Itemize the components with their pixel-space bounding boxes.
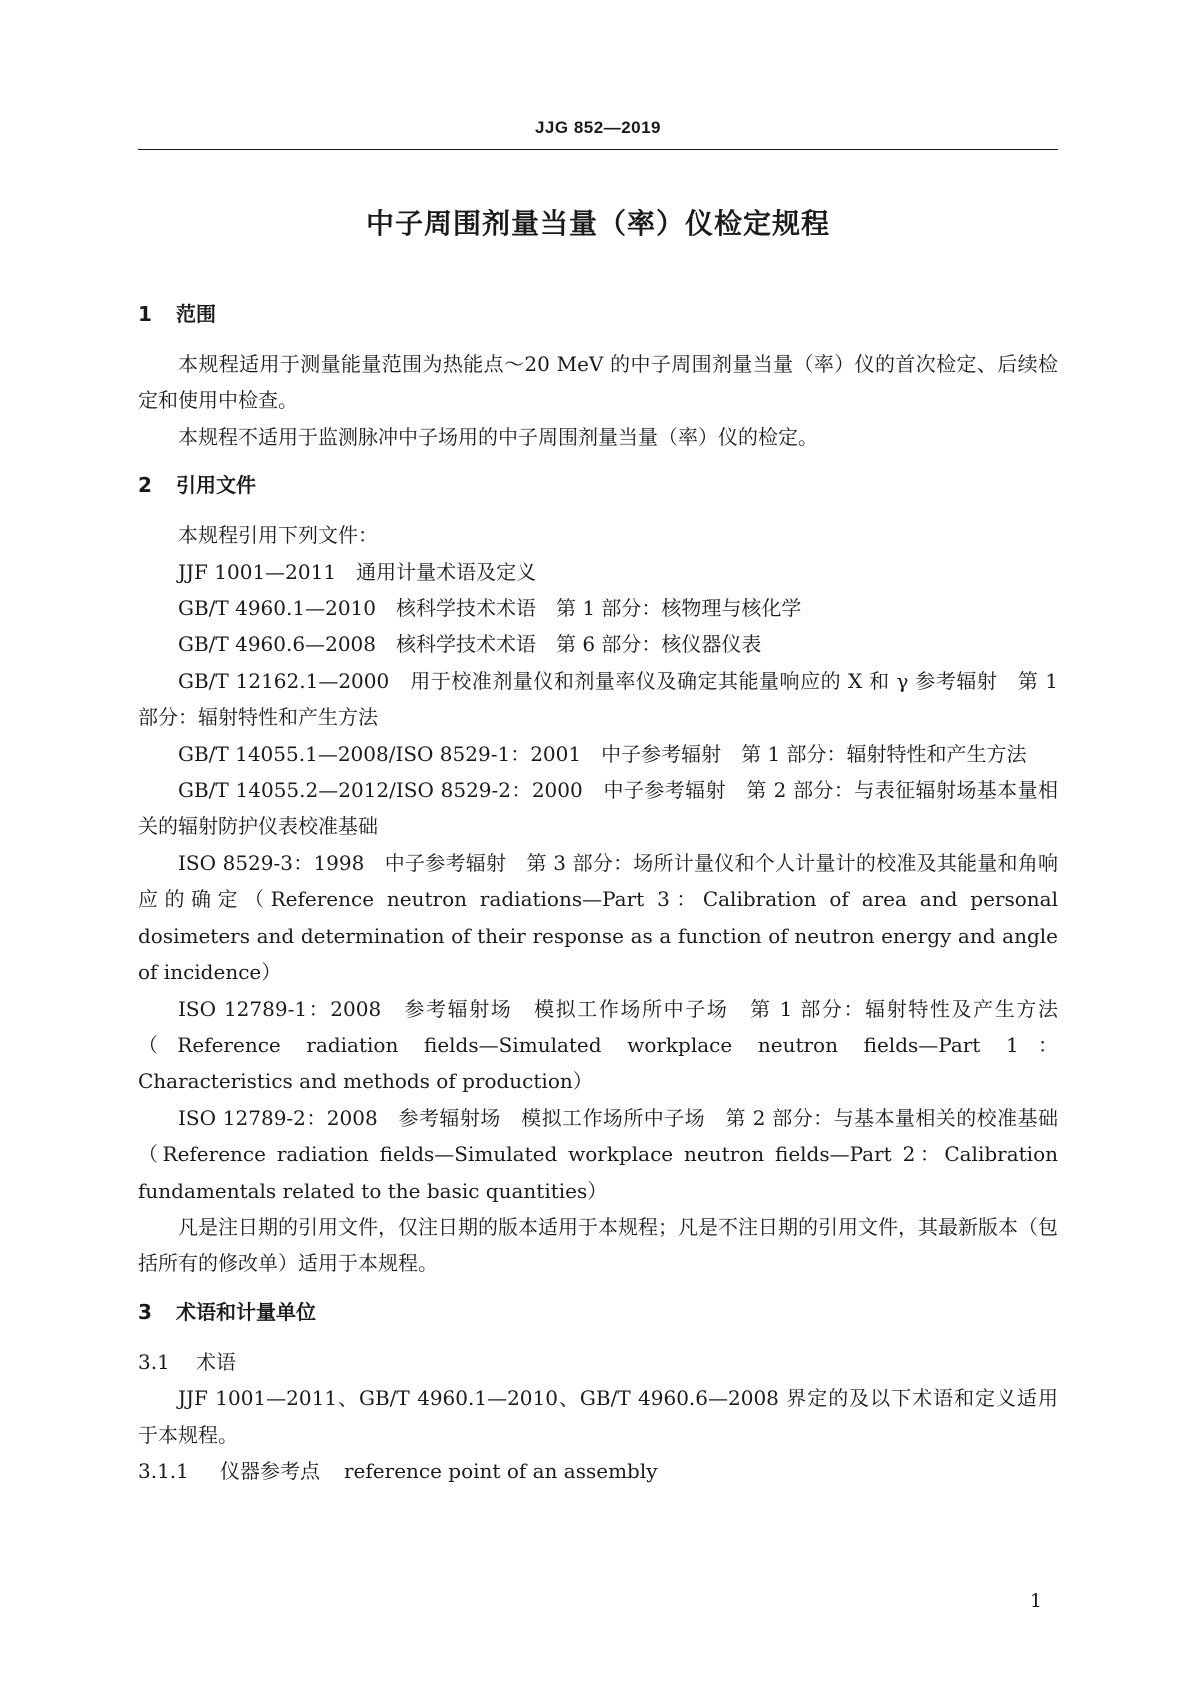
term-zh: 仪器参考点 bbox=[220, 1458, 320, 1483]
reference-item: ISO 12789-1：2008 参考辐射场 模拟工作场所中子场 第 1 部分：辐射特性及产生方法（Reference radiation fields—Simulated workplace neutron fields—Part 1：Characteristics and methods of production） bbox=[138, 996, 1058, 1094]
paragraph: 本规程适用于测量能量范围为热能点～20 MeV 的中子周围剂量当量（率）仪的首次检定、后续检定和使用中检查。 bbox=[138, 352, 1058, 413]
header-rule bbox=[138, 149, 1058, 150]
paragraph: 本规程不适用于监测脉冲中子场用的中子周围剂量当量（率）仪的检定。 bbox=[178, 424, 818, 449]
standard-code: JJG 852—2019 bbox=[534, 118, 662, 137]
reference-item: GB/T 14055.2—2012/ISO 8529-2：2000 中子参考辐射 第 2 部分：与表征辐射场基本量相关的辐射防护仪表校准基础 bbox=[138, 778, 1058, 839]
subsection-3-1-heading bbox=[138, 1344, 1058, 1380]
section-2-heading bbox=[138, 467, 1058, 503]
reference-item: ISO 8529-3：1998 中子参考辐射 第 3 部分：场所计量仪和个人计量计的校准及其能量和角响应的确定（Reference neutron radiations—Part 3：Calibration of area and personal dosimeters and determination of their response as a function of neutron energy and angle of incidence） bbox=[138, 850, 1058, 985]
section-title: 范围 bbox=[176, 302, 216, 326]
term-number: 3.1.1 bbox=[138, 1458, 189, 1483]
section-number: 3 bbox=[138, 1299, 152, 1324]
document-body bbox=[138, 296, 1058, 1489]
section-3-heading bbox=[138, 1294, 1058, 1330]
reference-item: GB/T 14055.1—2008/ISO 8529-1：2001 中子参考辐射 第 1 部分：辐射特性和产生方法 bbox=[178, 741, 1027, 766]
document-title: 中子周围剂量当量（率）仪检定规程 bbox=[365, 207, 830, 240]
paragraph: JJF 1001—2011、GB/T 4960.1—2010、GB/T 4960.6—2008 界定的及以下术语和定义适用于本规程。 bbox=[138, 1386, 1058, 1447]
reference-item: GB/T 4960.1—2010 核科学技术术语 第 1 部分：核物理与核化学 bbox=[178, 596, 802, 621]
document-page bbox=[138, 0, 1058, 1684]
section-number: 1 bbox=[138, 302, 152, 326]
paragraph: 凡是注日期的引用文件，仅注日期的版本适用于本规程；凡是不注日期的引用文件，其最新版本（包括所有的修改单）适用于本规程。 bbox=[138, 1214, 1058, 1276]
paragraph: 本规程引用下列文件： bbox=[178, 523, 378, 548]
subsection-number: 3.1 bbox=[138, 1349, 170, 1374]
reference-item: GB/T 12162.1—2000 用于校准剂量仪和剂量率仪及确定其能量响应的 X 和 γ 参考辐射 第 1 部分：辐射特性和产生方法 bbox=[138, 668, 1058, 730]
reference-item: GB/T 4960.6—2008 核科学技术术语 第 6 部分：核仪器仪表 bbox=[178, 632, 762, 657]
reference-item: JJF 1001—2011 通用计量术语及定义 bbox=[178, 559, 537, 584]
reference-item: ISO 12789-2：2008 参考辐射场 模拟工作场所中子场 第 2 部分：与基本量相关的校准基础（Reference radiation fields—Simulated workplace neutron fields—Part 2：Calibration fundamentals related to the basic quantities） bbox=[138, 1105, 1058, 1203]
term-3-1-1-heading bbox=[138, 1453, 1058, 1489]
page-number: 1 bbox=[1029, 1590, 1042, 1612]
section-title: 引用文件 bbox=[176, 473, 256, 498]
section-number: 2 bbox=[138, 473, 152, 498]
term-en: reference point of an assembly bbox=[344, 1458, 658, 1483]
section-title: 术语和计量单位 bbox=[176, 1299, 316, 1324]
section-1-heading bbox=[138, 296, 1058, 332]
subsection-title: 术语 bbox=[196, 1349, 236, 1374]
